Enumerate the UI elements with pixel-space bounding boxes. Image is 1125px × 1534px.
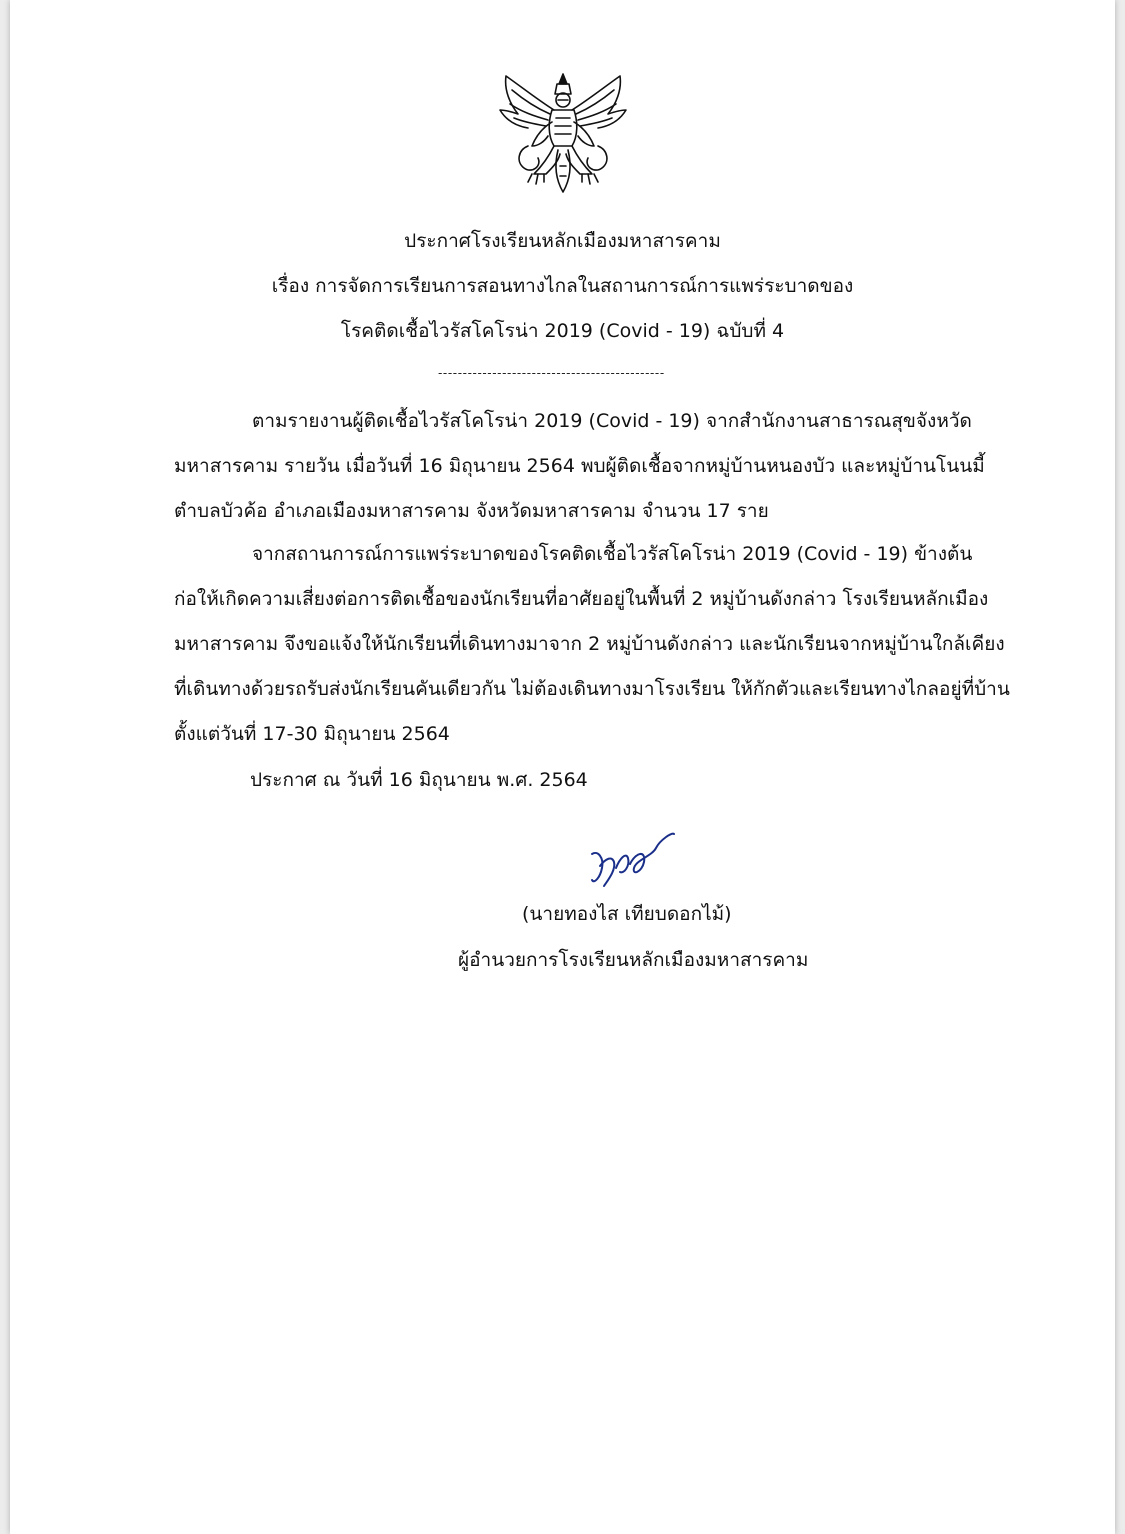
body-line-6: มหาสารคาม จึงขอแจ้งให้นักเรียนที่เดินทางมาจาก 2 หมู่บ้านดังกล่าว และนักเรียนจากหมู่บ้านใกล้เคียง [174, 633, 1005, 655]
announcement-date: ประกาศ ณ วันที่ 16 มิถุนายน พ.ศ. 2564 [250, 769, 588, 791]
body-line-1: ตามรายงานผู้ติดเชื้อไวรัสโคโรน่า 2019 (Covid - 19) จากสำนักงานสาธารณสุขจังหวัด [252, 410, 972, 432]
body-line-8: ตั้งแต่วันที่ 17-30 มิถุนายน 2564 [174, 723, 450, 745]
body-line-4: จากสถานการณ์การแพร่ระบาดของโรคติดเชื้อไวรัสโคโรน่า 2019 (Covid - 19) ข้างต้น [252, 543, 973, 565]
body-line-2: มหาสารคาม รายวัน เมื่อวันที่ 16 มิถุนายน 2564 พบผู้ติดเชื้อจากหมู่บ้านหนองบัว และหมู่บ้านโนนมี้ [174, 455, 985, 477]
body-line-5: ก่อให้เกิดความเสี่ยงต่อการติดเชื้อของนักเรียนที่อาศัยอยู่ในพื้นที่ 2 หมู่บ้านดังกล่าว โรงเรียนหลักเมือง [174, 588, 989, 610]
body-line-3: ตำบลบัวค้อ อำเภอเมืองมหาสารคาม จังหวัดมหาสารคาม จำนวน 17 ราย [174, 500, 769, 522]
document-page [10, 0, 1115, 1534]
garuda-emblem-icon [488, 70, 638, 198]
signer-position: ผู้อำนวยการโรงเรียนหลักเมืองมหาสารคาม [458, 949, 809, 971]
signer-name: (นายทองไส เทียบดอกไม้) [522, 903, 732, 925]
announcement-title: ประกาศโรงเรียนหลักเมืองมหาสารคาม [404, 230, 721, 252]
title-separator: ---------------------------------------------- [438, 366, 665, 380]
handwritten-signature [586, 828, 686, 892]
body-line-7: ที่เดินทางด้วยรถรับส่งนักเรียนคันเดียวกัน ไม่ต้องเดินทางมาโรงเรียน ให้กักตัวและเรียนทางไกลอยู่ที่บ้าน [174, 678, 1010, 700]
announcement-subject-continued: โรคติดเชื้อไวรัสโคโรน่า 2019 (Covid - 19) ฉบับที่ 4 [340, 320, 785, 342]
announcement-subject: เรื่อง การจัดการเรียนการสอนทางไกลในสถานการณ์การแพร่ระบาดของ [271, 275, 854, 297]
